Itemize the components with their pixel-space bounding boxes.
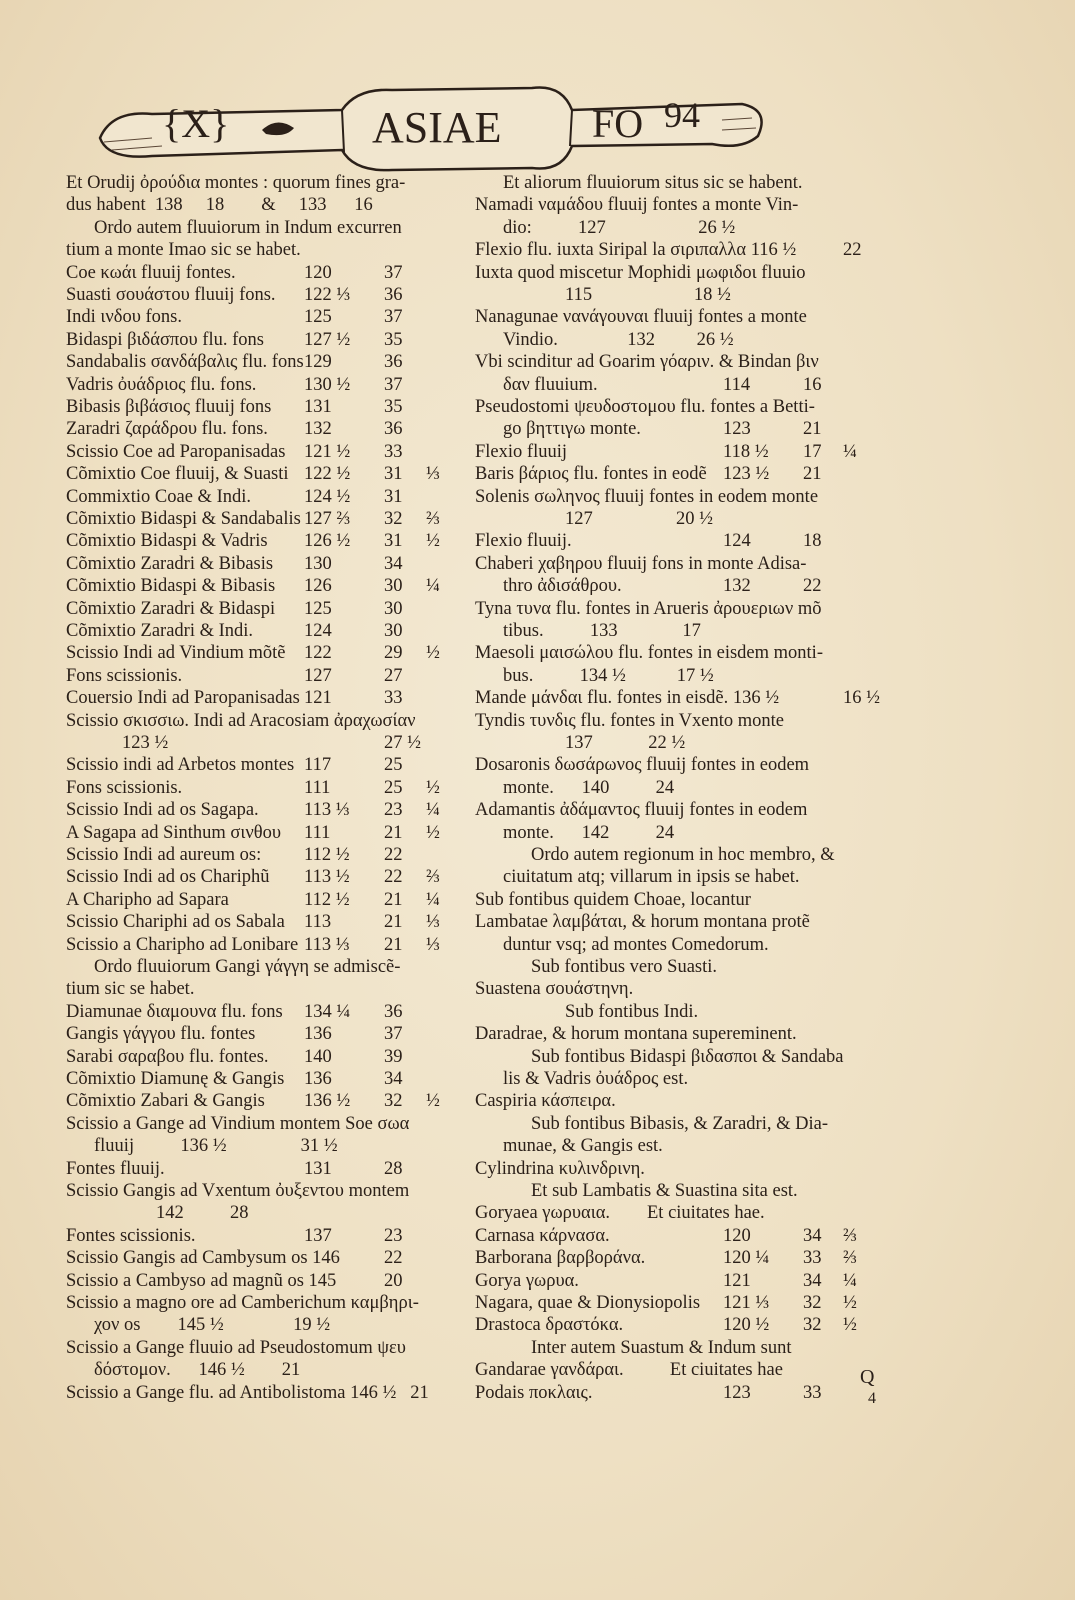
line-text: Cylindrina κυλινδρινη. [475,1158,645,1179]
latitude-value: 17 [803,441,822,462]
latitude-value: 34 [803,1225,822,1246]
line-text: Coe κωάι fluuij fontes. [66,262,236,283]
line-text: Et aliorum fluuiorum situs sic se habent. [503,173,803,193]
line-text: Chaberi χαβηρου fluuij fons in monte Adisa- [475,553,807,574]
latitude-value: 33 [384,688,403,709]
line-text: Solenis σωληνος fluuij fontes in eodem monte [475,486,819,507]
line-text: Scissio Gangis ad Vxentum ὀυξεντου montem [66,1181,410,1201]
line-text: Scissio a Gange ad Vindium montem Soe σωα [66,1113,410,1134]
latitude-value: 32 [803,1315,822,1336]
longitude-value: 113 ⅓ [304,934,350,955]
extra-fraction: ⅓ [426,464,440,485]
longitude-value: 131 [304,1158,332,1179]
extra-fraction: ½ [843,1293,857,1313]
line-text: Cõmixtio Zaradri & Bibasis [66,553,274,574]
latitude-value: 27 ½ [384,733,421,753]
line-text: 115 18 ½ [565,285,731,305]
extra-fraction: ⅔ [843,1248,857,1269]
latitude-value: 23 [384,800,403,821]
line-text: lis & Vadris ὀυάδρος est. [503,1069,689,1089]
longitude-value: 130 ½ [304,374,351,395]
latitude-value: 37 [384,262,403,283]
longitude-value: 130 [304,553,332,574]
line-text: Ordo autem regionum in hoc membro, & [531,845,835,865]
line-text: Scissio a Cambyso ad magnũ os 145 [66,1270,337,1291]
line-text: A Sagapa ad Sinthum σινθου [66,822,282,843]
extra-fraction: ¼ [426,800,440,821]
line-text: Flexio fluuij [475,441,567,462]
longitude-value: 127 [304,665,332,686]
latitude-value: 30 [384,576,403,597]
latitude-value: 39 [384,1046,403,1067]
latitude-value: 22 [384,845,403,865]
longitude-value: 113 ⅓ [304,800,350,821]
line-text: Scissio Indi ad os Chariphũ [66,867,270,888]
latitude-value: 21 [384,889,403,910]
line-text: fluuij 136 ½ 31 ½ [94,1136,338,1157]
extra-fraction: ½ [843,1315,857,1336]
line-text: Scissio Chariphi ad os Sabala [66,912,285,933]
longitude-value: 114 [723,374,751,395]
line-text: Namadi ναμάδου fluuij fontes a monte Vin- [475,195,799,216]
line-text: Et sub Lambatis & Suastina sita est. [531,1181,798,1201]
header-banner [92,80,772,175]
line-text: Vindio. 132 26 ½ [503,329,734,350]
latitude-value: 29 [384,643,403,664]
line-text: Sub fontibus Indi. [565,1001,699,1022]
latitude-value: 21 [803,419,822,440]
longitude-value: 122 ½ [304,464,351,485]
line-text: Flexio fluuij. [475,531,572,552]
line-text: dus habent 138 18 & 133 16 [66,195,373,216]
latitude-value: 22 [384,867,403,888]
latitude-value: 36 [384,285,403,305]
line-text: Ordo autem fluuiorum in Indum excurren [94,217,402,238]
line-text: Ordo fluuiorum Gangi γάγγη se admiscẽ- [94,957,401,977]
line-text: Scissio Coe ad Paropanisadas [66,441,286,462]
longitude-value: 123 [723,1382,751,1403]
line-text: χον os 145 ½ 19 ½ [94,1315,331,1336]
extra-fraction: ¼ [426,576,440,597]
extra-fraction: ½ [426,1091,440,1112]
line-text: Cõmixtio Zaradri & Indi. [66,621,254,641]
line-text: Scissio Indi ad Vindium mõtẽ [66,643,286,664]
line-text: tibus. 133 17 [503,621,701,641]
line-text: Barborana βαρβοράνα. [475,1248,646,1269]
longitude-value: 140 [304,1046,332,1067]
line-text: Drastoca δραστόκα. [475,1315,624,1336]
longitude-value: 129 [304,352,332,373]
line-text: 123 ½ [122,733,169,753]
line-text: Podais ποκλαις. [475,1382,593,1403]
latitude-value: 28 [384,1158,403,1179]
line-text: Vbi scinditur ad Goarim γόαριν. & Bindan βιν [475,352,819,373]
latitude-value: 35 [384,329,403,350]
line-text: Scissio a Gange fluuio ad Pseudostomum ψευ [66,1337,406,1358]
longitude-value: 134 ¼ [304,1001,351,1022]
line-text: Fontes fluuij. [66,1158,165,1179]
latitude-value: 36 [384,352,403,373]
line-text: tium a monte Imao sic se habet. [66,240,301,261]
line-text: Scissio a magno ore ad Camberichum καμβηρι- [66,1293,419,1313]
line-text: Tyna τυνα flu. fontes in Arueris ἀρουεριων mõ [475,598,822,619]
extra-fraction: ⅓ [426,912,440,933]
longitude-value: 111 [304,777,331,798]
latitude-value: 33 [803,1248,822,1269]
line-text: Scissio indi ad Arbetos montes [66,755,295,776]
line-text: Baris βάριος flu. fontes in eodẽ [475,464,707,485]
line-text: Gorya γωρυα. [475,1270,579,1291]
signature-letter: Q [860,1366,875,1388]
extra-fraction: ¼ [843,441,857,462]
line-text: go βηττιγω monte. [503,419,641,440]
line-text: Sub fontibus quidem Choae, locantur [475,889,751,910]
latitude-value: 30 [384,621,403,641]
longitude-value: 120 [723,1225,751,1246]
line-text: bus. 134 ½ 17 ½ [503,665,714,686]
latitude-value: 35 [384,397,403,417]
line-text: Tyndis τυνδις flu. fontes in Vxento monte [475,710,784,731]
longitude-value: 131 [304,397,332,417]
latitude-value: 22 [803,576,822,597]
line-text: Nanagunae νανάγουναι fluuij fontes a monte [475,307,807,328]
longitude-value: 126 [304,576,332,597]
line-text: Fons scissionis. [66,665,183,686]
latitude-value: 22 [384,1248,403,1269]
latitude-value: 33 [384,441,403,462]
line-text: Bidaspi βιδάσπου flu. fons [66,329,264,350]
signature-number: 4 [868,1390,876,1407]
latitude-value: 25 [384,755,403,776]
longitude-value: 124 [304,621,332,641]
line-text: dio: 127 26 ½ [503,217,736,238]
longitude-value: 117 [304,755,332,776]
latitude-value: 21 [803,464,822,485]
extra-fraction: ½ [426,822,440,843]
line-text: Gandarae γανδάραι. Et ciuitates hae [475,1360,783,1381]
folio-label: FO [592,101,644,146]
line-text: δαν fluuium. [503,374,598,395]
line-text: ciuitatum atq; villarum in ipsis se habet. [503,867,800,888]
line-text: Fons scissionis. [66,777,183,798]
latitude-value: 27 [384,665,403,686]
latitude-value: 37 [384,374,403,395]
line-text: Cõmixtio Zaradri & Bidaspi [66,598,276,619]
extra-fraction: ⅔ [426,867,440,888]
latitude-value: 33 [803,1382,822,1403]
longitude-value: 111 [304,822,331,843]
line-text: Bibasis βιβάσιος fluuij fons [66,397,272,417]
line-text: monte. 140 24 [503,777,675,798]
line-text: tium sic se habet. [66,979,195,1000]
longitude-value: 136 [304,1069,332,1089]
longitude-value: 120 ¼ [723,1248,770,1269]
longitude-value: 132 [304,419,332,440]
line-text: Cõmixtio Diamunę & Gangis [66,1069,285,1089]
latitude-value: 20 [384,1270,403,1291]
latitude-value: 32 [384,509,403,529]
line-text: thro ἀδισάθρου. [503,576,622,597]
longitude-value: 125 [304,307,332,328]
longitude-value: 121 ⅓ [723,1293,770,1313]
folio-number: 94 [664,95,700,135]
line-text: Pseudostomi ψευδοστομου flu. fontes a Betti- [475,397,815,417]
line-text: Maesoli μαισώλου flu. fontes in eisdem monti- [475,643,823,664]
longitude-value: 112 ½ [304,845,350,865]
line-text: Scissio Gangis ad Cambysum os 146 [66,1248,340,1269]
line-text: A Charipho ad Sapara [66,889,229,910]
line-text: Mande μάνδαι flu. fontes in eisdẽ. 136 ½ [475,688,780,709]
line-text: Carnasa κάρνασα. [475,1225,610,1246]
longitude-value: 120 [304,262,332,283]
longitude-value: 121 [304,688,332,709]
line-text: 137 22 ½ [565,733,686,753]
extra-fraction: ⅓ [426,934,440,955]
longitude-value: 122 ⅓ [304,285,351,305]
line-text: Iuxta quod miscetur Mophidi μωφιδοι fluuio [475,262,806,283]
line-text: Gangis γάγγου flu. fontes [66,1024,256,1045]
latitude-value: 25 [384,777,403,798]
longitude-value: 123 ½ [723,464,770,485]
line-text: Scissio Indi ad os Sagapa. [66,800,259,821]
line-text: Sub fontibus Bidaspi βιδασποι & Sandaba [531,1046,844,1067]
latitude-value: 21 [384,822,403,843]
longitude-value: 121 ½ [304,441,351,462]
line-text: Adamantis ἀδάμαντος fluuij fontes in eodem [475,800,808,821]
latitude-value: 21 [384,912,403,933]
latitude-value: 37 [384,307,403,328]
line-text: Indi ινδου fons. [66,307,183,328]
longitude-value: 136 [304,1024,332,1045]
line-text: Sarabi σαραβου flu. fontes. [66,1046,269,1067]
extra-fraction: ⅔ [426,509,440,529]
line-text: Scissio Indi ad aureum os: [66,845,262,865]
longitude-value: 121 [723,1270,751,1291]
line-text: Lambatae λαμβάται, & horum montana protẽ [475,912,810,933]
line-text: munae, & Gangis est. [503,1136,663,1157]
line-text: Daradrae, & horum montana supereminent. [475,1024,797,1045]
extra-fraction: 16 ½ [843,688,880,709]
line-text: Scissio σκισσιω. Indi ad Aracosiam ἀραχωσίαν [66,710,416,731]
line-text: monte. 142 24 [503,822,675,843]
line-text: Flexio flu. iuxta Siripal la σιριπαλλα 116 ½ [475,240,797,261]
longitude-value: 124 [723,531,751,552]
latitude-value: 30 [384,598,403,619]
line-text: Scissio a Gange flu. ad Antibolistoma 146 ½ 21 [66,1382,429,1403]
extra-fraction: ⅔ [843,1225,857,1246]
longitude-value: 126 ½ [304,531,351,552]
longitude-value: 113 [304,912,332,933]
line-text: Cõmixtio Coe fluuij, & Suasti [66,464,289,485]
line-text: Cõmixtio Bidaspi & Bibasis [66,576,276,597]
latitude-value: 23 [384,1225,403,1246]
line-text: δόστομον. 146 ½ 21 [94,1360,301,1381]
line-text: Diamunae διαμουνα flu. fons [66,1001,283,1022]
longitude-value: 123 [723,419,751,440]
line-text: Cõmixtio Bidaspi & Vadris [66,531,268,552]
latitude-value: 36 [384,1001,403,1022]
line-text: Et Orudij ὀρούδια montes : quorum fines gra- [66,173,406,193]
longitude-value: 120 ½ [723,1315,770,1336]
line-text: Cõmixtio Zabari & Gangis [66,1091,265,1112]
line-text: Suastena σουάστηνη. [475,979,634,1000]
page-title: ASIAE [372,103,502,152]
longitude-value: 127 ½ [304,329,351,350]
line-text: Vadris ὀυάδριος flu. fons. [66,374,257,395]
line-text: Cõmixtio Bidaspi & Sandabalis [66,509,301,529]
latitude-value: 18 [803,531,822,552]
extra-fraction: 22 [843,240,862,261]
latitude-value: 32 [384,1091,403,1112]
latitude-value: 16 [803,374,822,395]
latitude-value: 34 [384,553,403,574]
extra-fraction: ¼ [426,889,440,910]
extra-fraction: ½ [426,531,440,552]
line-text: Sub fontibus Bibasis, & Zaradri, & Dia- [531,1113,828,1134]
longitude-value: 122 [304,643,332,664]
line-text: Zaradri ζαράδρου flu. fons. [66,419,268,440]
longitude-value: 112 ½ [304,889,350,910]
line-text: Inter autem Suastum & Indum sunt [531,1337,792,1358]
latitude-value: 36 [384,419,403,440]
latitude-value: 32 [803,1293,822,1313]
extra-fraction: ¼ [843,1270,857,1291]
line-text: Suasti σουάστου fluuij fons. [66,285,276,305]
longitude-value: 136 ½ [304,1091,351,1112]
latitude-value: 21 [384,934,403,955]
latitude-value: 31 [384,531,403,552]
line-text: Nagara, quae & Dionysiopolis [475,1293,701,1313]
line-text: 142 28 [156,1203,249,1224]
longitude-value: 125 [304,598,332,619]
line-text: Sandabalis σανδάβαλις flu. fons [66,352,304,373]
line-text: Sub fontibus vero Suasti. [531,957,718,977]
longitude-value: 124 ½ [304,486,351,507]
extra-fraction: ½ [426,643,440,664]
line-text: Goryaea γωρυαια. Et ciuitates hae. [475,1203,765,1224]
line-text: Dosaronis δωσάρωνος fluuij fontes in eodem [475,755,810,776]
latitude-value: 34 [384,1069,403,1089]
latitude-value: 31 [384,464,403,485]
line-text: Couersio Indi ad Paropanisadas [66,688,300,709]
extra-fraction: ½ [426,777,440,798]
longitude-value: 127 ⅔ [304,509,351,529]
longitude-value: 113 ½ [304,867,350,888]
longitude-value: 118 ½ [723,441,769,462]
line-text: Scissio a Charipho ad Lonibare [66,934,299,955]
line-text: Caspiria κάσπειρα. [475,1091,616,1112]
latitude-value: 37 [384,1024,403,1045]
latitude-value: 31 [384,486,403,507]
header-quire-mark: {X} [162,101,230,146]
line-text: Commixtio Coae & Indi. [66,486,251,507]
line-text: Fontes scissionis. [66,1225,196,1246]
longitude-value: 132 [723,576,751,597]
latitude-value: 34 [803,1270,822,1291]
line-text: duntur vsq; ad montes Comedorum. [503,934,769,955]
longitude-value: 137 [304,1225,332,1246]
line-text: 127 20 ½ [565,509,713,529]
